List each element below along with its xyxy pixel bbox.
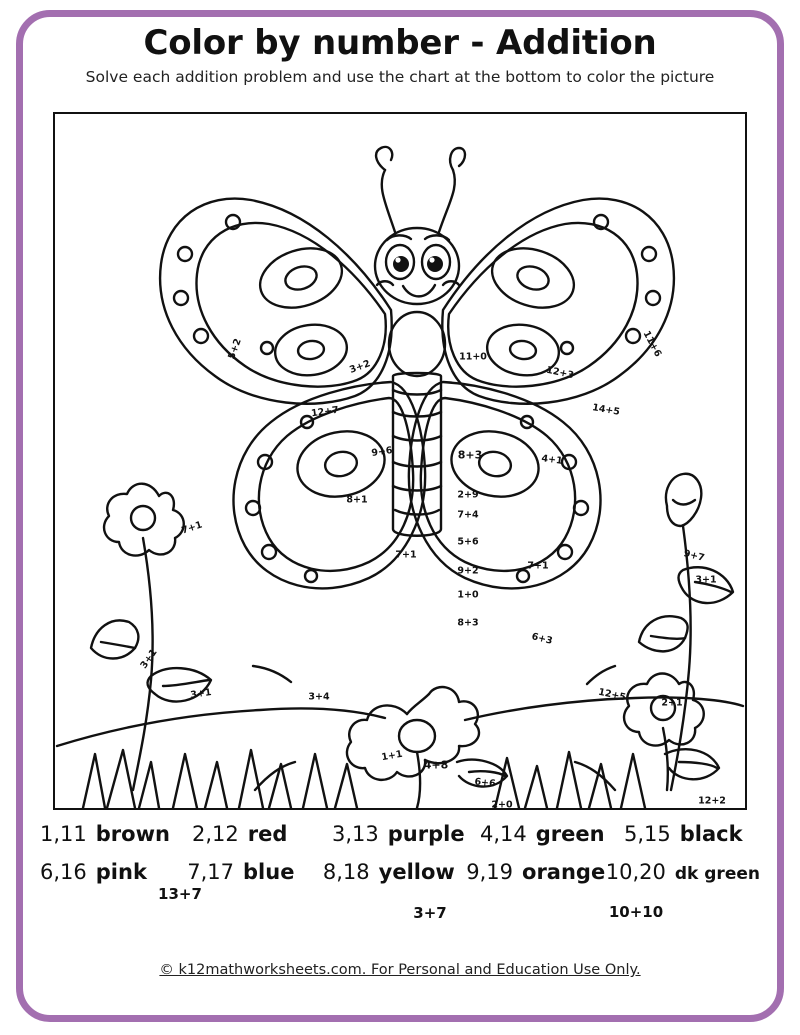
legend-numbers: 3,13 bbox=[332, 822, 379, 846]
legend-row bbox=[40, 822, 760, 846]
math-problem-label: 12+2 bbox=[698, 795, 726, 807]
legend-numbers: 7,17 bbox=[187, 860, 235, 884]
legend-item bbox=[187, 860, 323, 884]
math-problem-label: 12+5 bbox=[597, 686, 627, 704]
legend-color-name: red bbox=[247, 822, 288, 846]
legend-numbers: 2,12 bbox=[192, 822, 239, 846]
math-problem-label: 2+9 bbox=[457, 489, 479, 501]
math-problem-label: 4+1 bbox=[540, 453, 564, 467]
legend-row bbox=[40, 860, 760, 884]
legend-numbers: 5,15 bbox=[624, 822, 671, 846]
math-problem-label: 7+1 bbox=[395, 549, 417, 561]
color-key-legend bbox=[40, 822, 760, 898]
page-subtitle: Solve each addition problem and use the chart at the bottom to color the picture bbox=[85, 67, 715, 86]
math-problem-label: 5+6 bbox=[457, 536, 479, 548]
page-title: Color by number - Addition bbox=[143, 23, 657, 63]
math-problem-label: 11+6 bbox=[640, 329, 664, 359]
legend-item bbox=[40, 860, 187, 884]
legend-numbers: 4,14 bbox=[480, 822, 527, 846]
math-problem-label: 9+6 bbox=[370, 445, 394, 459]
math-problem-label: 12+3 bbox=[545, 364, 575, 382]
math-problem-label: 5+2 bbox=[226, 337, 244, 361]
legend-numbers: 1,11 bbox=[40, 822, 87, 846]
math-problem-label: 1+1 bbox=[380, 748, 404, 764]
legend-numbers: 10,20 bbox=[605, 860, 666, 884]
legend-item bbox=[466, 860, 606, 884]
math-problem-label: 12+7 bbox=[310, 404, 340, 420]
legend-numbers: 8,18 bbox=[322, 860, 370, 884]
legend-color-name: brown bbox=[95, 822, 170, 846]
legend-color-name: purple bbox=[387, 822, 465, 846]
legend-color-name: yellow bbox=[378, 860, 455, 884]
math-problem-label: 9+7 bbox=[682, 548, 706, 564]
butterfly-scene-illustration bbox=[55, 114, 745, 808]
math-problem-label: 3+4 bbox=[308, 691, 330, 703]
legend-item bbox=[480, 822, 624, 846]
legend-color-name: green bbox=[535, 822, 605, 846]
math-problem-label: 14+5 bbox=[591, 402, 621, 418]
math-problem-label: 8+3 bbox=[457, 617, 479, 629]
math-problem-label: 3+2 bbox=[348, 358, 372, 376]
math-problem-label: 7+4 bbox=[457, 509, 479, 521]
legend-item bbox=[323, 860, 466, 884]
math-problem-label: 2+0 bbox=[491, 799, 513, 811]
page-footer bbox=[0, 962, 800, 978]
math-problem-label: 11+0 bbox=[459, 351, 487, 363]
math-problem-label: 3+1 bbox=[695, 574, 717, 586]
math-problem-label: 8+3 bbox=[457, 448, 483, 462]
legend-color-name: pink bbox=[95, 860, 147, 884]
legend-color-name: black bbox=[679, 822, 743, 846]
legend-item bbox=[624, 822, 743, 846]
math-problem-label: 3+7 bbox=[413, 904, 447, 922]
legend-color-name: dk green bbox=[674, 864, 760, 884]
legend-item bbox=[332, 822, 480, 846]
math-problem-label: 7+1 bbox=[180, 519, 204, 537]
math-problem-label: 8+1 bbox=[346, 494, 368, 506]
page-header bbox=[0, 23, 800, 86]
math-problem-label: 2+1 bbox=[661, 697, 683, 709]
math-problem-label: 13+7 bbox=[158, 885, 202, 903]
math-problem-label: 7+1 bbox=[527, 560, 549, 572]
legend-color-name: blue bbox=[243, 860, 295, 884]
legend-item bbox=[40, 822, 192, 846]
math-problem-label: 6+3 bbox=[530, 631, 554, 647]
legend-numbers: 6,16 bbox=[40, 860, 87, 884]
math-problem-label: 4+8 bbox=[423, 758, 449, 772]
math-problem-label: 6+6 bbox=[473, 776, 497, 790]
footer-credit-link[interactable]: © k12mathworksheets.com. For Personal and Education Use Only. bbox=[159, 962, 641, 978]
math-problem-label: 9+2 bbox=[457, 565, 479, 577]
math-problem-label: 1+0 bbox=[457, 589, 479, 601]
legend-item bbox=[606, 860, 760, 884]
legend-item bbox=[192, 822, 332, 846]
math-problem-label: 3+1 bbox=[138, 647, 160, 671]
math-problem-label: 10+10 bbox=[608, 903, 664, 921]
legend-color-name: orange bbox=[522, 860, 606, 884]
legend-numbers: 9,19 bbox=[466, 860, 514, 884]
math-problem-label: 3+1 bbox=[189, 687, 213, 701]
